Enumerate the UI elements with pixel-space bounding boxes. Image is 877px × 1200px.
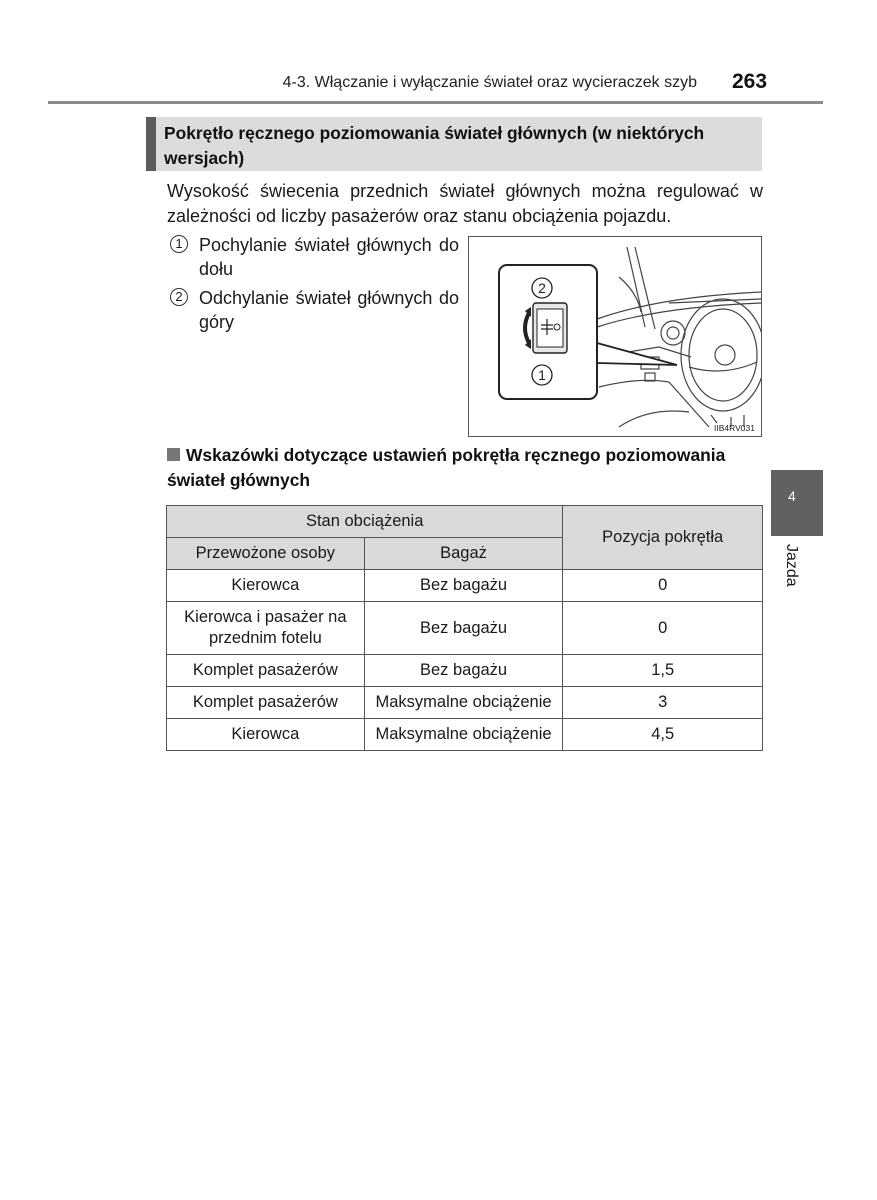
load-settings-table bbox=[166, 505, 763, 751]
header-title: 4-3. Włączanie i wyłączanie świateł oraz wycieraczek szyb bbox=[282, 74, 697, 91]
page-number: 263 bbox=[732, 70, 768, 93]
header-load-state: Stan obciążenia bbox=[167, 506, 563, 538]
callout-number-top: 2 bbox=[538, 280, 546, 296]
cell-position: 4,5 bbox=[563, 719, 763, 751]
cell-position: 1,5 bbox=[563, 655, 763, 687]
square-bullet-icon bbox=[167, 448, 180, 461]
header-passengers: Przewożone osoby bbox=[167, 538, 365, 570]
section-heading: Pokrętło ręcznego poziomowania świateł głównych (w niektórych wersjach) bbox=[146, 117, 762, 171]
header-dial-position: Pozycja pokrętła bbox=[563, 506, 763, 570]
table-row bbox=[167, 602, 763, 655]
cell-luggage: Maksymalne obciążenie bbox=[364, 719, 563, 751]
dashboard-illustration bbox=[469, 237, 761, 436]
subsection-heading-text: Wskazówki dotyczące ustawień pokrętła ręcznego poziomowania świateł głównych bbox=[167, 445, 726, 490]
list-number-2: 2 bbox=[170, 288, 188, 306]
cell-luggage: Bez bagażu bbox=[364, 655, 563, 687]
cell-position: 3 bbox=[563, 687, 763, 719]
cell-luggage: Maksymalne obciążenie bbox=[364, 687, 563, 719]
headlight-dial-figure bbox=[468, 236, 762, 437]
table-row bbox=[167, 655, 763, 687]
chapter-tab bbox=[771, 470, 823, 536]
cell-position: 0 bbox=[563, 570, 763, 602]
cell-passengers: Komplet pasażerów bbox=[167, 687, 365, 719]
cell-luggage: Bez bagażu bbox=[364, 570, 563, 602]
callout-number-bottom: 1 bbox=[538, 367, 546, 383]
running-header bbox=[0, 72, 877, 106]
table-row bbox=[167, 687, 763, 719]
subsection-heading bbox=[167, 443, 763, 493]
list-text-1: Pochylanie świateł głównych do dołu bbox=[199, 235, 459, 279]
cell-luggage: Bez bagażu bbox=[364, 602, 563, 655]
cell-passengers: Komplet pasażerów bbox=[167, 655, 365, 687]
list-item bbox=[170, 233, 460, 283]
intro-paragraph: Wysokość świecenia przednich świateł głównych można regulować w zależności od liczby pasażerów oraz stanu obciążenia pojazdu. bbox=[167, 181, 763, 226]
cell-passengers: Kierowca bbox=[167, 570, 365, 602]
cell-position: 0 bbox=[563, 602, 763, 655]
chapter-number: 4 bbox=[788, 488, 796, 504]
list-number-1: 1 bbox=[170, 235, 188, 253]
table-row bbox=[167, 719, 763, 751]
header-luggage: Bagaż bbox=[364, 538, 563, 570]
table-row bbox=[167, 570, 763, 602]
cell-passengers: Kierowca bbox=[167, 719, 365, 751]
list-text-2: Odchylanie świateł głównych do góry bbox=[199, 288, 459, 332]
figure-code: IIB4RV031 bbox=[714, 423, 755, 433]
list-item bbox=[170, 286, 460, 336]
cell-passengers: Kierowca i pasażer na przednim fotelu bbox=[167, 602, 365, 655]
header-rule bbox=[48, 101, 823, 104]
chapter-label: Jazda bbox=[783, 544, 800, 587]
